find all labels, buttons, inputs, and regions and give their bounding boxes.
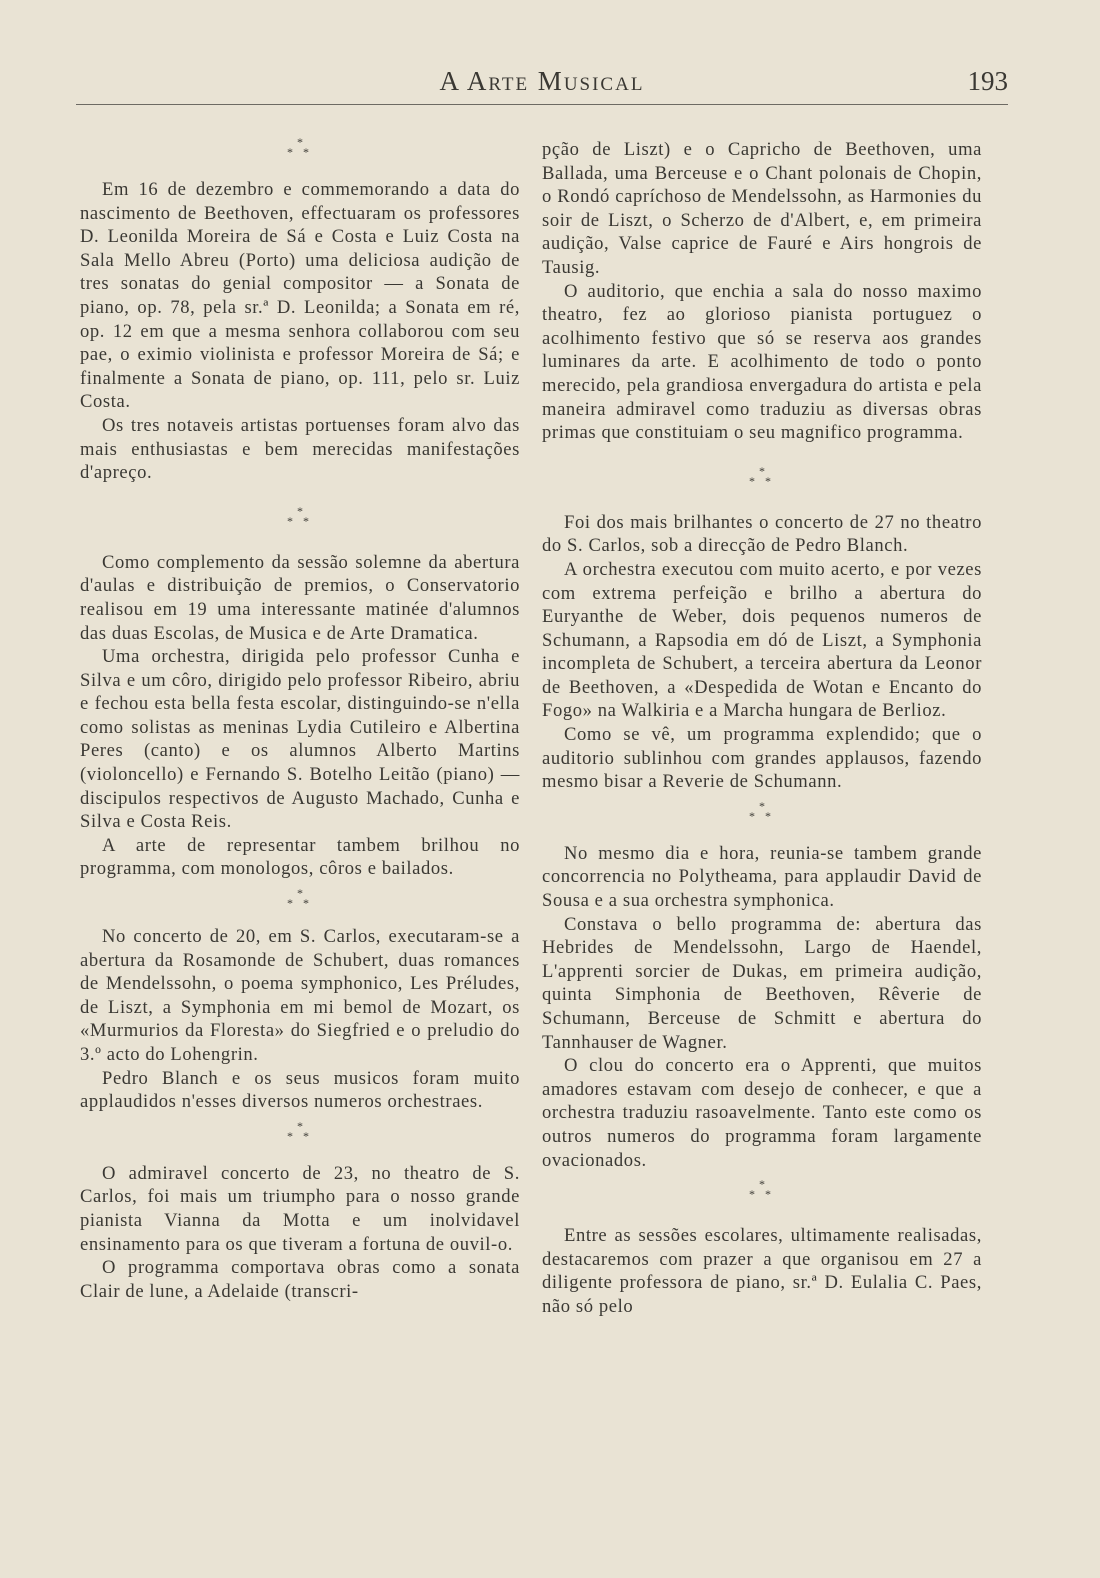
paragraph: No concerto de 20, em S. Carlos, executaram-se a abertura da Rosamonde de Schubert, duas romances de Mendelssohn, o poema symphonico, Les Préludes, de Liszt, a Symphonia em mi bemol de Mozart, os «Murmurios da Floresta» do Siegfried e o preludio do 3.º acto do Lohengrin.	[80, 926, 520, 1065]
section-separator: * * *	[749, 463, 771, 488]
paragraph: O clou do concerto era o Apprenti, que muitos amadores estavam com desejo de conhecer, e que a orchestra traduziu rasoavelmente. Tanto este como os outros numeros do programma foram largamente ovacionados.	[542, 1055, 982, 1171]
paragraph: pção de Liszt) e o Capricho de Beethoven, uma Ballada, uma Berceuse e o Chant polonais de Chopin, o Rondó capríchoso de Mendelssohn, as Harmonies du soir de Liszt, o Scherzo de d'Albert, e, em primeira audição, Valse caprice de Fauré e Airs hongrois de Tausig.	[542, 139, 982, 278]
paragraph: A arte de representar tambem brilhou no programma, com monologos, côros e bailados.	[80, 834, 520, 880]
section-separator: * * *	[287, 503, 309, 528]
magazine-title: A Arte Musical	[439, 66, 645, 96]
paragraph: Os tres notaveis artistas portuenses foram alvo das mais enthusiastas e bem merecidas manifestações d'apreço.	[80, 414, 520, 484]
paragraph: O admiravel concerto de 23, no theatro de S. Carlos, foi mais um triumpho para o nosso grande pianista Vianna da Motta e um inolvidavel ensinamento para os que tiveram a fortuna de ouvil-o.	[80, 1162, 520, 1255]
page-header	[76, 66, 1008, 105]
paragraph: Como complemento da sessão solemne da abertura d'aulas e distribuição de premios, o Conservatorio realisou em 19 uma interessante matinée d'alumnos das duas Escolas, de Musica e de Arte Dramatica.	[80, 551, 520, 644]
paragraph: No mesmo dia e hora, reunia-se tambem grande concorrencia no Polytheama, para applaudir David de Sousa e a sua orchestra symphonica.	[542, 842, 982, 912]
section-separator: * * *	[287, 135, 309, 159]
right-column	[542, 138, 982, 1319]
section-separator: * * *	[287, 1118, 309, 1143]
section-separator: * * *	[749, 798, 771, 823]
paragraph: Como se vê, um programma explendido; que o auditorio sublinhou com grandes applausos, fazendo mesmo bisar a Reverie de Schumann.	[542, 724, 982, 793]
section-separator: * * *	[749, 1177, 771, 1202]
paragraph: O auditorio, que enchia a sala do nosso maximo theatro, fez ao glorioso pianista portuguez o acolhimento festivo que só se reserva aos grandes luminares da arte. E acolhimento de todo o ponto merecido, pela grandiosa envergadura do artista e pela maneira admiravel como traduziu as diversas obras primas que constituiam o seu magnifico programma.	[542, 280, 982, 444]
paragraph: Constava o bello programma de: abertura das Hebrides de Mendelssohn, Largo de Haendel, L'apprenti sorcier de Dukas, em primeira audição, quinta Simphonia de Beethoven, Rêverie de Schumann, Berceuse de Schmitt e abertura do Tannhauser de Wagner.	[542, 913, 982, 1053]
section-separator: * * *	[287, 886, 309, 911]
paragraph: Em 16 de dezembro e commemorando a data do nascimento de Beethoven, effectuaram os professores D. Leonilda Moreira de Sá e Costa e Luiz Costa na Sala Mello Abreu (Porto) uma deliciosa audição de tres sonatas do genial compositor — a Sonata de piano, op. 78, pela sr.ª D. Leonilda; a Sonata em ré, op. 12 em que a mesma senhora collaborou com seu pae, o eximio violinista e professor Moreira de Sá; e finalmente a Sonata de piano, op. 111, pelo sr. Luiz Costa.	[80, 179, 520, 413]
paragraph: Foi dos mais brilhantes o concerto de 27 no theatro do S. Carlos, sob a direcção de Pedro Blanch.	[542, 511, 982, 557]
paragraph: Uma orchestra, dirigida pelo professor Cunha e Silva e um côro, dirigido pelo professor Ribeiro, abriu e fechou esta bella festa escolar, distinguindo-se n'ella como solistas as meninas Lydia Cutileiro e Albertina Peres (canto) e os alumnos Alberto Martins (violoncello) e Fernando S. Botelho Leitão (piano) — discipulos respectivos de Augusto Machado, Cunha e Silva e Costa Reis.	[80, 646, 520, 833]
paragraph: Pedro Blanch e os seus musicos foram muito applaudidos n'esses diversos numeros orchestraes.	[80, 1067, 520, 1113]
paragraph: A orchestra executou com muito acerto, e por vezes com extrema perfeição e brilho a abertura do Euryanthe de Weber, dois pequenos numeros de Schumann, a Rapsodia em dó de Liszt, a Symphonia incompleta de Schubert, a terceira abertura da Leonor de Beethoven, a «Despedida de Wotan e Encanto do Fogo» na Walkiria e a Marcha hungara de Berlioz.	[542, 558, 982, 722]
page-number: 193	[967, 66, 1008, 96]
left-column	[80, 130, 520, 1303]
paragraph: Entre as sessões escolares, ultimamente realisadas, destacaremos com prazer a que organisou em 27 a diligente professora de piano, sr.ª D. Eulalia C. Paes, não só pelo	[542, 1225, 982, 1317]
paragraph: O programma comportava obras como a sonata Clair de lune, a Adelaide (transcri-	[80, 1257, 520, 1302]
